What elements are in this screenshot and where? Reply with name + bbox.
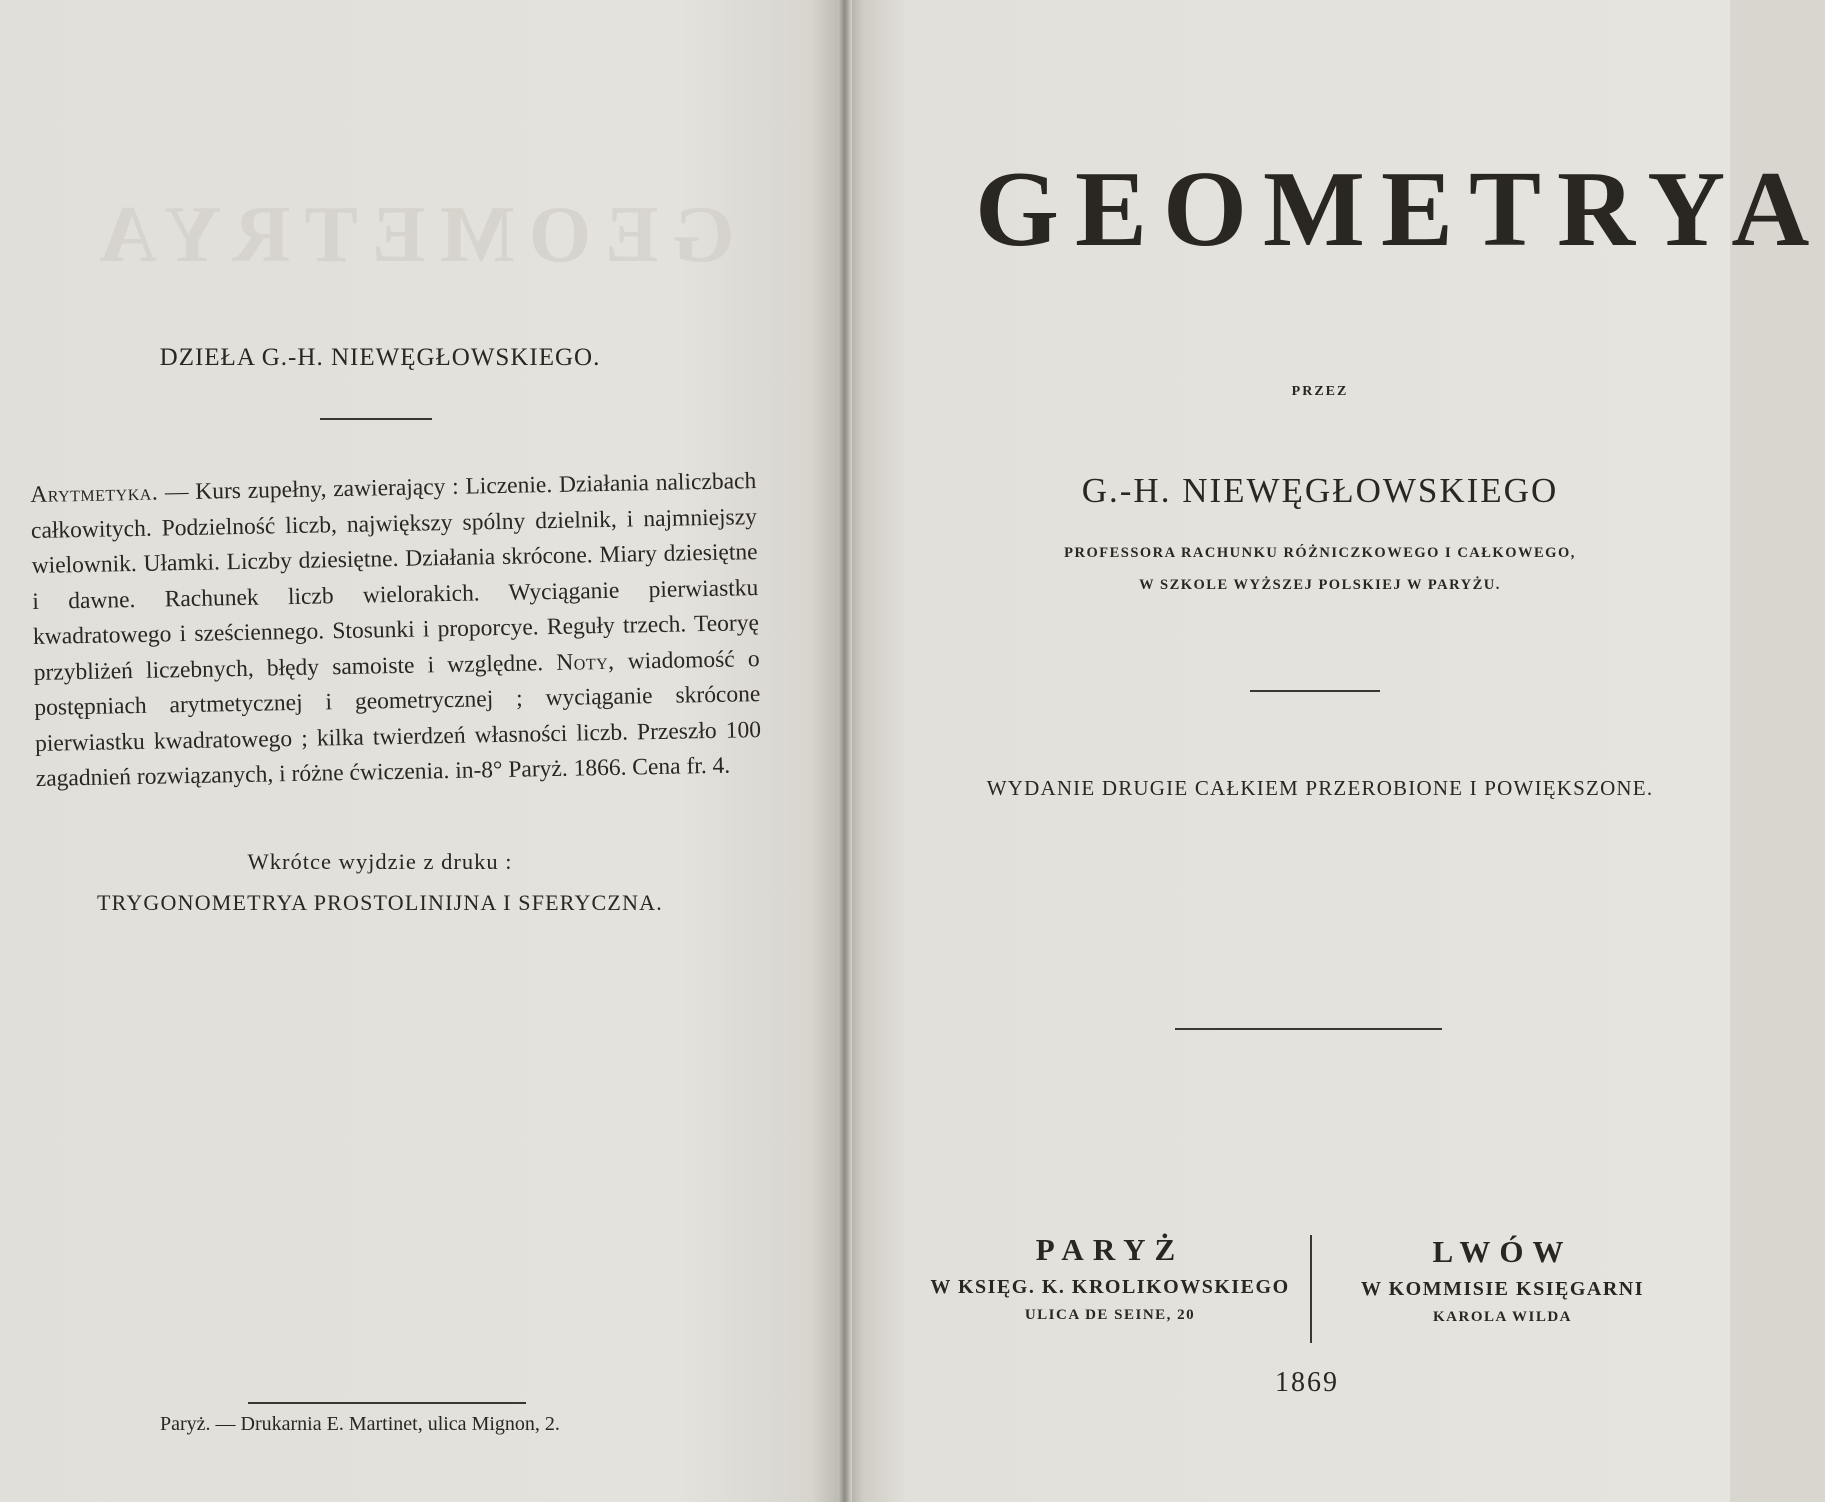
imprint-lwow — [1325, 1234, 1680, 1326]
works-heading: DZIEŁA G.-H. NIEWĘGŁOWSKIEGO. — [159, 344, 601, 371]
ghost-title-bleedthrough: GEOMETRYA — [85, 191, 735, 279]
printer-rule — [248, 1402, 526, 1404]
imprint-publisher-paris: W KSIĘG. K. KROLIKOWSKIEGO — [930, 1276, 1290, 1298]
noty-label: Noty, — [556, 648, 615, 676]
imprint-address-lwow: KAROLA WILDA — [1433, 1309, 1572, 1325]
by-line: PRZEZ — [1291, 384, 1349, 399]
title-rule-1 — [1250, 690, 1380, 692]
imprint-divider — [1310, 1235, 1312, 1343]
publication-year: 1869 — [1275, 1367, 1339, 1398]
imprint-address-paris: ULICA DE SEINE, 20 — [1024, 1307, 1196, 1323]
heading-rule — [320, 418, 432, 420]
arithmetic-entry — [30, 464, 762, 797]
imprint-publisher-lwow: W KOMMISIE KSIĘGARNI — [1360, 1278, 1644, 1300]
forthcoming-title: TRYGONOMETRYA PROSTOLINIJNA I SFERYCZNA. — [97, 890, 663, 915]
book-gutter — [838, 0, 852, 1502]
imprint-city-lwow: LWÓW — [1432, 1234, 1573, 1269]
printer-line: Paryż. — Drukarnia E. Martinet, ulica Mignon, 2. — [160, 1413, 560, 1435]
author-position-2: W SZKOLE WYŻSZEJ POLSKIEJ W PARYŻU. — [1139, 577, 1501, 593]
entry-text: — Kurs zupełny, zawierający : Liczenie. Działania naliczbach całkowitych. Podzielność liczb, największy spólny dzielnik, i najmniejszy wielownik. Ułamki. Liczby dziesiętne. Działania skrócone. Miary dziesiętne i dawne. Rachunek liczb wielorakich. Wyciąganie pierwiastku kwadratowego i sześciennego. Stosunki i proporcye. Reguły trzech. Teoryę przybliżeń liczebnych, błędy samoiste i względne. — [30, 468, 760, 686]
title-rule-2 — [1175, 1028, 1442, 1030]
author-name: G.-H. NIEWĘGŁOWSKIEGO — [1081, 471, 1559, 510]
imprint-paris — [920, 1232, 1300, 1324]
author-position-1: PROFESSORA RACHUNKU RÓŻNICZKOWEGO I CAŁKOWEGO, — [1064, 545, 1576, 561]
entry-text-2: wiadomość o postępniach arytmetycznej i geometrycznej ; wyciąganie skrócone pierwiastku kwadratowego ; kilka twierdzeń własności liczb. Przeszło 100 zagadnień rozwiązanych, i różne ćwiczenia. in-8° Paryż. 1866. Cena fr. 4. — [34, 645, 762, 792]
book-title: GEOMETRYA — [975, 150, 1825, 269]
left-page — [0, 0, 845, 1502]
imprint-city-paris: PARYŻ — [1035, 1232, 1185, 1267]
entry-label: Arytmetyka. — [30, 479, 159, 508]
forthcoming-line: Wkrótce wyjdzie z druku : — [247, 849, 513, 874]
edition-line: WYDANIE DRUGIE CAŁKIEM PRZEROBIONE I POWIĘKSZONE. — [986, 776, 1654, 800]
